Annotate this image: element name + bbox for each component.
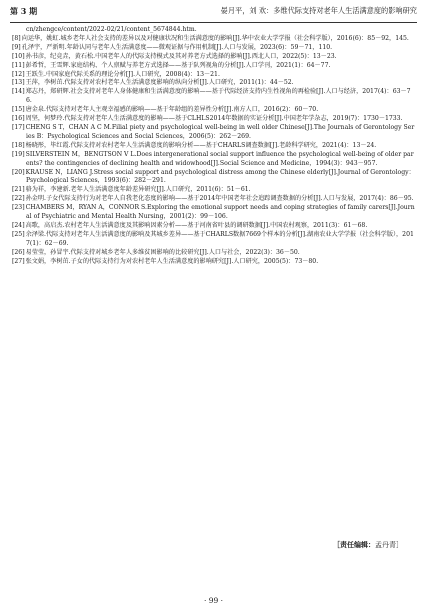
reference-text: CHAMBERS M，RYAN A，CONNOR S.Exploring the emotional support needs and coping strategies of family carers[J].Journal of Psychiatric and Mental Health Nursing，2001(2)：99－106. [25, 204, 415, 221]
reference-item [12, 142, 415, 151]
reference-text: CHENG S T，CHAN A C M.Filial piety and psychological well-being in well older Chinese[J].The Journals of Gerontology Series B：Psychological Sciences and Social Sciences，2006(5)：262－269. [25, 123, 415, 140]
editor-label: ［责任编辑： [333, 540, 375, 549]
reference-text: 孙金明.子女代际支持行为对老年人自我老化态度的影响——基于2014年中国老年社会追踪调查数据的分析[J].人口与发展，2017(4)：86－95. [25, 195, 414, 203]
reference-item [12, 124, 415, 142]
reference-text: 郑志丹，郑研辉.社会支持对老年人身体健康和生活满意度的影响——基于代际经济支持内生性视角的再检验[J].人口与经济，2017(4)：63－76. [25, 88, 411, 105]
reference-number: [8] [12, 34, 21, 42]
reference-text: 周坚，何梦玲.代际支持对老年人生活满意度的影响——基于CLHLS2014年数据的实证分析[J].中国老年学杂志，2019(7)：1730－1733. [25, 115, 403, 123]
reference-item [12, 115, 415, 124]
reference-number: [15] [12, 106, 25, 114]
reference-item [12, 231, 415, 249]
reference-item [12, 249, 415, 258]
reference-item [12, 88, 415, 106]
reference-number: [17] [12, 123, 25, 131]
reference-number: [23] [12, 204, 25, 212]
reference-text: 王萍，李树茁.代际支持对农村老年人生活满意度影响的纵向分析[J].人口研究，2011(1)：44－52. [25, 79, 294, 87]
reference-item [12, 151, 415, 169]
reference-text: 孙书彦，纪竞垚，黄石松.中国老年人的代际支持模式及其对养老方式选择的影响[J].西北人口，2022(5)：13－23. [25, 52, 337, 60]
reference-items [12, 35, 415, 267]
reference-text: 向运华，姚虹.城乡老年人社会支持的差异以及对健康状况和生活满意度的影响[J].华中农业大学学报（社会科学版），2016(6)：85－92，145. [21, 34, 409, 42]
reference-text: 张文娟，李树茁.子女的代际支持行为对农村老年人生活满意度的影响研究[J].人口研究，2005(5)：73－80. [25, 257, 319, 265]
reference-number: [18] [12, 141, 25, 149]
reference-item [12, 106, 415, 115]
reference-text: 高歌，高启杰.农村老年人生活满意度及其影响因素分析——基于河南省叶县的调研数据[J].中国农村观察，2011(3)：61－68. [25, 221, 368, 229]
reference-text: 易莹莹，孙冒宇.代际支持对城乡老年人多维贫困影响的比较研究[J].人口与社会，2022(3)：36－50. [25, 248, 300, 256]
reference-text: 彭希哲，王雪辉.家庭结构、个人禀赋与养老方式选择——基于队列视角的分析[J].人口学刊，2021(1)：64－77. [25, 61, 331, 69]
reference-number: [20] [12, 168, 25, 176]
reference-item [12, 79, 415, 88]
reference-number: [12] [12, 70, 25, 78]
reference-text: 王跃生.中国家庭代际关系的理论分析[J].人口研究，2008(4)：13－21. [25, 70, 220, 78]
reference-number: [11] [12, 61, 25, 69]
page-number: · 99 · [203, 596, 224, 605]
reference-text: 孔泽宇，严新明.年龄认同与老年人生活满意度——微观证据与作用机制[J].人口与发展，2023(6)：59－71，110. [21, 43, 333, 51]
running-title: 晏月平，刘 欢：多维代际支持对老年人生活满意度的影响研究 [220, 6, 417, 15]
reference-item [12, 258, 415, 267]
reference-item [12, 62, 415, 71]
reference-item [12, 53, 415, 62]
reference-item [12, 186, 415, 195]
reference-text: 余泽梁.代际支持对老年人生活满意度的影响及其城乡差异——基于CHARLS数据7669个样本的分析[J].湖南农业大学学报（社会科学版），2017(1)：62－69. [25, 230, 414, 247]
reference-number: [24] [12, 221, 25, 229]
reference-number: [25] [12, 230, 25, 238]
reference-number: [14] [12, 88, 25, 96]
reference-number: [21] [12, 186, 25, 194]
editor-credit [333, 540, 403, 550]
reference-number: [16] [12, 115, 25, 123]
reference-item [12, 195, 415, 204]
reference-item [12, 222, 415, 231]
reference-text: 骆为祥，李建新.老年人生活满意度年龄差异研究[J].人口研究，2011(6)：51－61. [25, 186, 251, 194]
reference-number: [27] [12, 257, 25, 265]
reference-text: 杨晓彤，毕红霞.代际支持对农村老年人生活满意度的影响分析——基于CHARLS调查数据[J].老龄科学研究，2021(4)：13－24. [25, 141, 377, 149]
issue-label: 第 3 期 [10, 6, 38, 16]
reference-item [12, 204, 415, 222]
reference-text: SILVERSTEIN M，BENGTSON V L.Does intergenerational social support influence the psychological well-being of older parents? the contingencies of declining health and widowhood[J].Social Science and Medicine，1994(3)：943－957. [25, 150, 414, 167]
reference-number: [10] [12, 52, 25, 60]
reference-text: KRAUSE N，LIANG J.Stress social support and psychological distress among the Chinese elderly[J].Journal of Gerontology：Psychological Sciences，1993(6)：282－291. [25, 168, 415, 185]
reference-number: [13] [12, 79, 25, 87]
reference-item [12, 35, 415, 44]
reference-list [12, 26, 415, 266]
reference-item [12, 169, 415, 187]
reference-continuation: cn/zhengce/content/2022-02/21/content_5674844.htm. [26, 26, 197, 33]
reference-number: [9] [12, 43, 21, 51]
reference-text: 唐金泉.代际支持对老年人主观幸福感的影响——基于年龄组的差异性分析[J].南方人口，2016(2)：60－70. [25, 106, 319, 114]
editor-name: 孟丹青］ [375, 541, 403, 549]
reference-number: [19] [12, 150, 25, 158]
reference-number: [22] [12, 195, 25, 203]
reference-item [12, 44, 415, 53]
reference-number: [26] [12, 248, 25, 256]
page-header [10, 6, 417, 23]
